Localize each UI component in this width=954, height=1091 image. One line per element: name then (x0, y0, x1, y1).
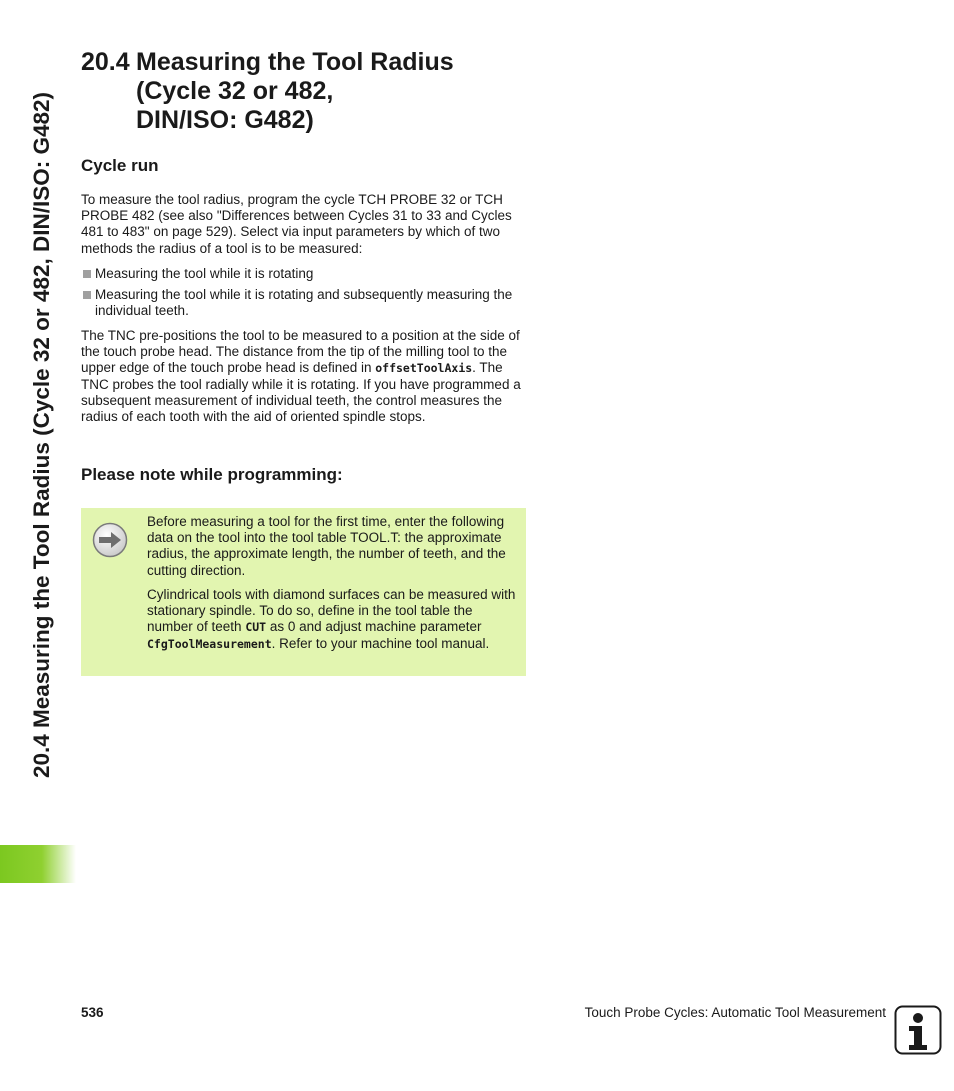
note-text: as 0 and adjust machine parameter (266, 619, 482, 635)
bullet-square-icon (83, 270, 91, 278)
arrow-right-icon (92, 522, 128, 558)
running-chapter-title-text: 20.4 Measuring the Tool Radius (Cycle 32 or 482, DIN/ISO: G482) (29, 91, 54, 779)
cycle-run-heading: Cycle run (81, 156, 159, 175)
code-offset-tool-axis: offsetToolAxis (375, 361, 473, 376)
section-title (81, 48, 541, 135)
note-text: Cylindrical tools with diamond surfaces can be measured with stationary spindle. To do so, define in the tool table the number of teeth (147, 587, 516, 635)
info-icon (894, 1005, 942, 1055)
body-text: . The TNC probes the tool radially while it is rotating. If you have programmed a subsequent measurement of individual teeth, the control measures the radius of each tooth with the aid of oriented spindle stops. (81, 360, 521, 425)
body-text: The TNC pre-positions the tool to be measured to a position at the side of the touch probe head. The distance from the tip of the milling tool to the upper edge of the touch probe head is defined in (81, 328, 520, 376)
running-chapter-title (20, 40, 64, 830)
section-title-line1: Measuring the Tool Radius (136, 48, 454, 76)
note-paragraph-2 (147, 587, 517, 652)
section-title-line3: DIN/ISO: G482) (136, 106, 314, 134)
section-number: 20.4 (81, 48, 130, 76)
bullet-square-icon (83, 291, 91, 299)
list-item (81, 287, 526, 319)
page-number: 536 (81, 1005, 104, 1020)
programming-note-heading: Please note while programming: (81, 465, 343, 484)
note-paragraph-1: Before measuring a tool for the first time, enter the following data on the tool into the tool table TOOL.T: the approximate radius, the approximate length, the number of teeth, and the cutting direction. (147, 514, 506, 578)
code-cfg-tool-measurement: CfgToolMeasurement (147, 636, 272, 651)
note-box (81, 508, 526, 676)
list-item-text: Measuring the tool while it is rotating (95, 266, 314, 281)
cycle-run-body (81, 328, 526, 425)
cycle-run-intro: To measure the tool radius, program the cycle TCH PROBE 32 or TCH PROBE 482 (see also "Differences between Cycles 31 to 33 and Cycles 481 to 483" on page 529). Select via input parameters by which of two methods the radius of a tool is to be measured: (81, 192, 512, 256)
list-item-text: Measuring the tool while it is rotating and subsequently measuring the individual teeth. (95, 287, 513, 319)
section-title-line2: (Cycle 32 or 482, (136, 77, 334, 105)
code-cut: CUT (245, 620, 267, 635)
chapter-tab-marker (0, 845, 76, 883)
list-item (81, 266, 526, 282)
note-text: . Refer to your machine tool manual. (271, 635, 490, 651)
footer-chapter-title: Touch Probe Cycles: Automatic Tool Measurement (584, 1005, 886, 1020)
